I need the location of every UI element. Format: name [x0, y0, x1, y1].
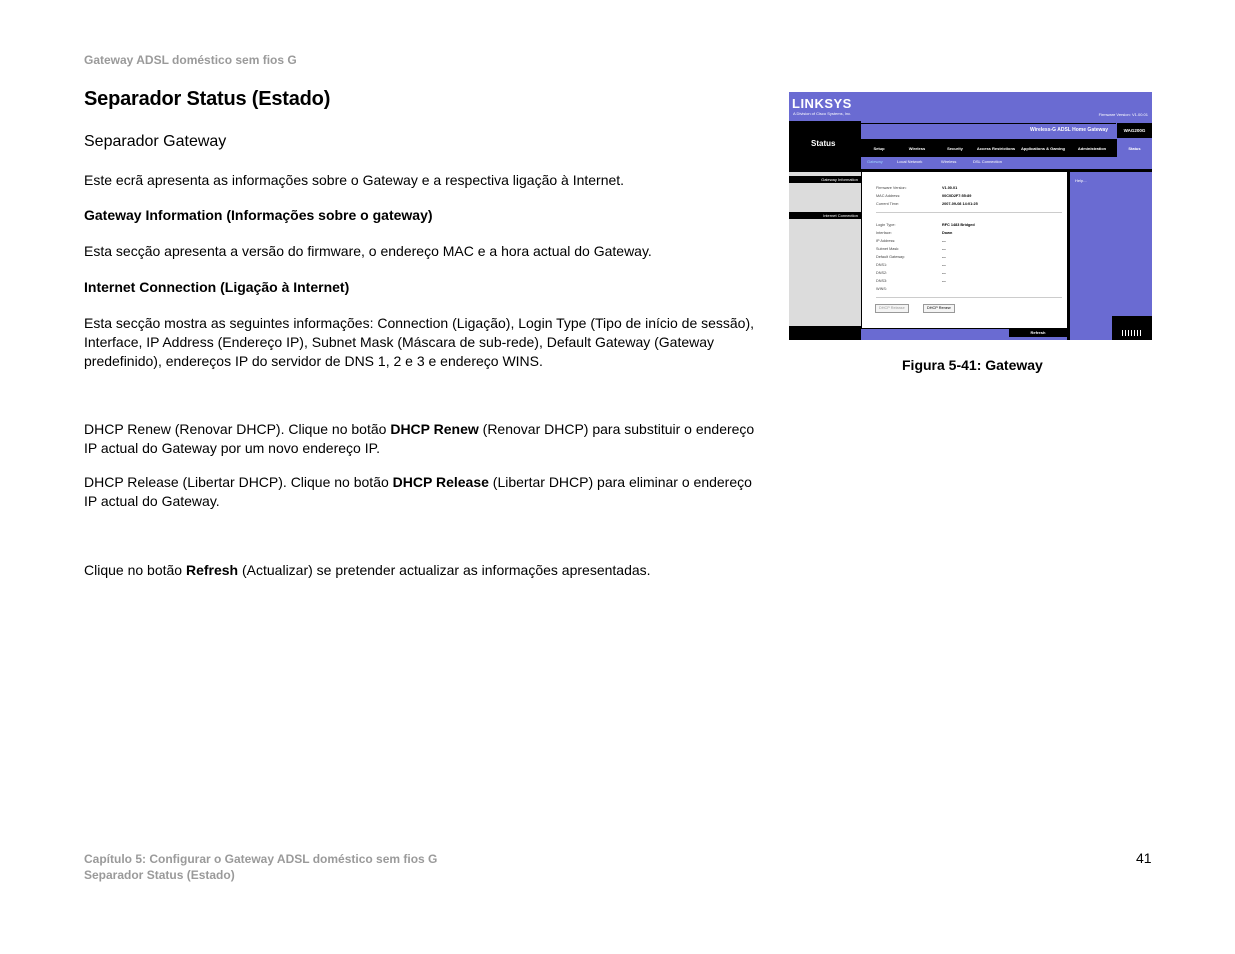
tab-applications-gaming[interactable]: Applications & Gaming: [1020, 145, 1065, 151]
refresh-button[interactable]: Refresh: [1009, 328, 1067, 337]
row-value: ---: [942, 247, 946, 251]
tab-wireless[interactable]: Wireless: [908, 145, 926, 151]
left-label-column: [789, 172, 861, 340]
row-label: DNS2:: [876, 271, 888, 275]
subtab-local-network[interactable]: Local Network: [897, 159, 923, 164]
footer-section: Separador Status (Estado): [84, 868, 235, 882]
renew-bold: DHCP Renew: [390, 421, 479, 437]
cisco-logo: [1112, 316, 1152, 340]
figure-top-bar: [789, 92, 1152, 121]
model-badge: WAG200G: [1117, 123, 1152, 138]
sub-tabs: [861, 157, 1152, 167]
row-value: 2007-09-08 14:01:25: [942, 202, 978, 206]
left-bottom-block: [789, 326, 861, 340]
section-block: [789, 121, 861, 169]
row-label: WINS:: [876, 287, 887, 291]
separator: [876, 297, 1062, 298]
row-label: Firmware Version:: [876, 186, 907, 190]
dhcp-renew-paragraph: [84, 420, 764, 458]
help-panel: [1067, 172, 1152, 340]
row-value: 00C0D2F7:55:89: [942, 194, 972, 198]
row-value: ---: [942, 263, 946, 267]
page-title: Separador Status (Estado): [84, 88, 331, 110]
status-content-panel: [861, 172, 1068, 340]
row-value: ---: [942, 239, 946, 243]
renew-text-pre: DHCP Renew (Renovar DHCP). Clique no botão: [84, 421, 391, 437]
internet-connection-heading: Internet Connection (Ligação à Internet): [84, 279, 350, 295]
refresh-text-post: (Actualizar) se pretender actualizar as informações apresentadas.: [238, 562, 651, 578]
row-label: Default Gateway:: [876, 255, 906, 259]
section-label: Status: [811, 139, 836, 148]
page-number: 41: [1136, 850, 1152, 866]
row-label: Subnet Mask:: [876, 247, 900, 251]
release-text-pre: DHCP Release (Libertar DHCP). Clique no botão: [84, 474, 393, 490]
row-value: V1.00.01: [942, 186, 958, 190]
row-value: ---: [942, 279, 946, 283]
logo-subtitle: A Division of Cisco Systems, Inc.: [793, 111, 852, 116]
row-label: Interface:: [876, 231, 892, 235]
refresh-text-pre: Clique no botão: [84, 562, 186, 578]
subtab-wireless[interactable]: Wireless: [941, 159, 957, 164]
release-bold: DHCP Release: [392, 474, 489, 490]
row-value: ---: [942, 271, 946, 275]
row-value: ---: [942, 255, 946, 259]
firmware-version-top: Firmware Version: V1.00.01: [1098, 112, 1148, 117]
main-tabs: [861, 139, 1152, 157]
subtab-gateway[interactable]: Gateway: [867, 159, 883, 164]
footer: [84, 851, 437, 883]
cisco-bars-icon: [1122, 330, 1142, 336]
tab-administration[interactable]: Administration: [1077, 145, 1107, 151]
gateway-screenshot-figure: [789, 92, 1152, 340]
subtab-dsl-connection[interactable]: DSL Connection: [973, 159, 1002, 164]
row-label: IP Address:: [876, 239, 896, 243]
footer-chapter: Capítulo 5: Configurar o Gateway ADSL doméstico sem fios G: [84, 852, 438, 866]
intro-paragraph: Este ecrã apresenta as informações sobre o Gateway e a respectiva ligação à Internet.: [84, 172, 625, 188]
help-link[interactable]: Help...: [1075, 178, 1087, 183]
separator: [876, 212, 1062, 213]
tab-access-restrictions[interactable]: Access Restrictions: [976, 145, 1016, 151]
label-gateway-information: Gateway Information: [789, 176, 861, 183]
tab-setup[interactable]: Setup: [873, 145, 885, 151]
product-name: Wireless-G ADSL Home Gateway: [1029, 127, 1108, 133]
row-label: DNS3:: [876, 279, 888, 283]
gateway-info-heading: Gateway Information (Informações sobre o gateway): [84, 207, 433, 223]
figure-caption: Figura 5-41: Gateway: [902, 357, 1043, 373]
tab-security[interactable]: Security: [947, 145, 963, 151]
product-bar: [861, 123, 1116, 140]
dhcp-release-paragraph: [84, 473, 764, 511]
tab-status[interactable]: Status: [1117, 139, 1152, 157]
row-value: Down: [942, 231, 953, 235]
renew-text-post: (Renovar DHCP) para substituir o endereço IP actual do Gateway por um novo endereço IP.: [84, 421, 755, 456]
running-head: Gateway ADSL doméstico sem fios G: [84, 53, 297, 67]
dhcp-release-button[interactable]: DHCP Release: [875, 304, 909, 313]
row-label: Login Type:: [876, 223, 896, 227]
refresh-bold: Refresh: [185, 562, 239, 578]
row-label: DNS1:: [876, 263, 888, 267]
internet-connection-paragraph: Esta secção mostra as seguintes informações: Connection (Ligação), Login Type (Tipo de início de sessão), Interface, IP Address (Endereço IP), Subnet Mask (Máscara de sub-rede), Default Gateway (Gateway predefinido), endereços IP do servidor de DNS 1, 2 e 3 e endereço WINS.: [84, 315, 755, 369]
gateway-info-paragraph: Esta secção apresenta a versão do firmware, o endereço MAC e a hora actual do Gateway.: [84, 243, 652, 259]
row-label: Current Time:: [876, 202, 899, 206]
row-value: RFC 1483 Bridged: [942, 223, 975, 227]
release-text-post: (Libertar DHCP) para eliminar o endereço IP actual do Gateway.: [84, 474, 752, 509]
dhcp-renew-button[interactable]: DHCP Renew: [923, 304, 955, 313]
label-internet-connection: Internet Connection: [789, 212, 861, 219]
row-label: MAC Address:: [876, 194, 901, 198]
linksys-logo: LINKSYS: [792, 96, 852, 111]
section-subtitle: Separador Gateway: [84, 133, 227, 150]
refresh-paragraph: [84, 561, 764, 580]
